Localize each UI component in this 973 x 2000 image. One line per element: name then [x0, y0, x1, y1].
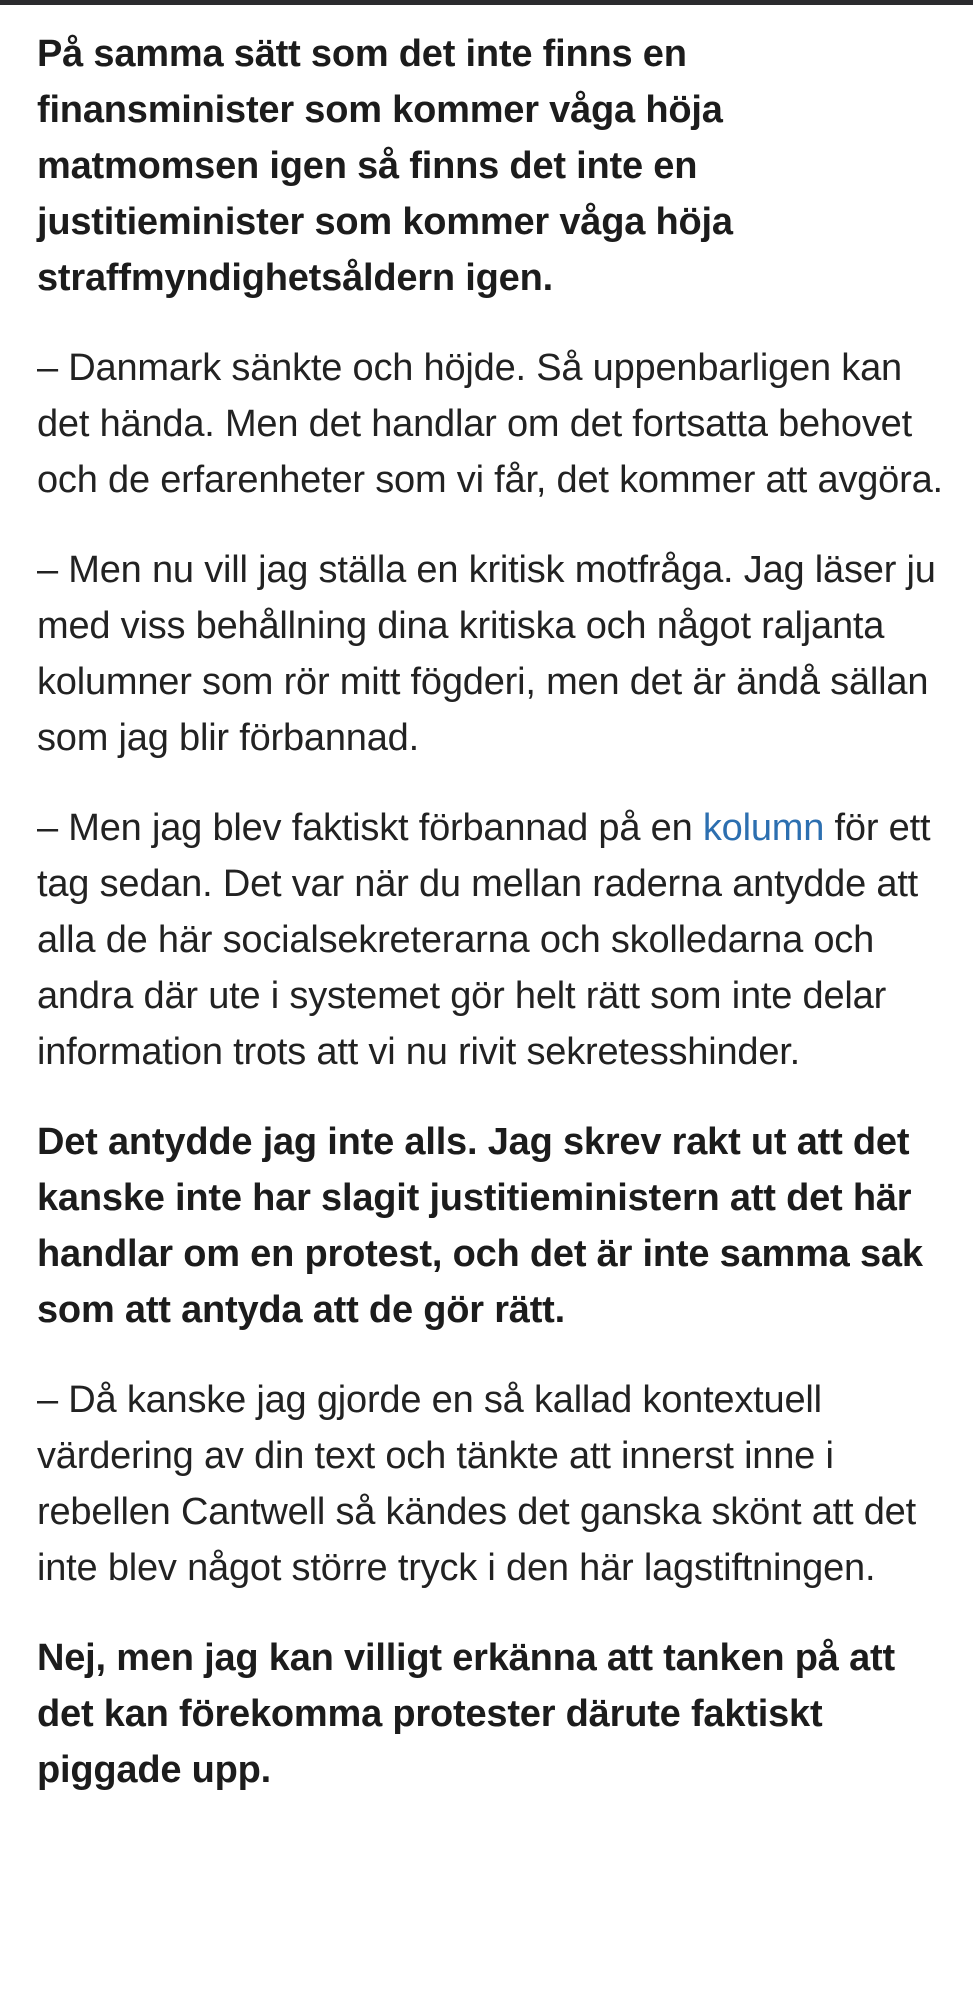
top-bar — [0, 0, 973, 5]
answer-text-after-link: för ett tag sedan. Det var när du mellan raderna antydde att alla de här socialsekreterarna och skolledarna och andra där ute i systemet gör helt rätt som inte delar information trots att vi nu rivit sekretesshinder. — [37, 807, 931, 1073]
interview-question: På samma sätt som det inte finns en finansminister som kommer våga höja matmomsen igen så finns det inte en justitieminister som kommer våga höja straffmyndighetsåldern igen. — [37, 33, 733, 299]
kolumn-link[interactable]: kolumn — [702, 807, 825, 849]
interview-answer: – Men nu vill jag ställa en kritisk motfråga. Jag läser ju med viss behållning dina kritiska och något raljanta kolumner som rör mitt fögderi, men det är ändå sällan som jag blir förbannad. — [37, 549, 936, 759]
interview-answer: – Danmark sänkte och höjde. Så uppenbarligen kan det hända. Men det handlar om det fortsatta behovet och de erfarenheter som vi får, det kommer att avgöra. — [37, 347, 943, 501]
answer-text-before-link: – Men jag blev faktiskt förbannad på en — [37, 807, 703, 849]
interview-question: Nej, men jag kan villigt erkänna att tanken på att det kan förekomma protester därute faktiskt piggade upp. — [37, 1637, 895, 1791]
article-body — [37, 26, 947, 1832]
interview-answer: – Då kanske jag gjorde en så kallad kontextuell värdering av din text och tänkte att innerst inne i rebellen Cantwell så kändes det ganska skönt att det inte blev något större tryck i den här lagstiftningen. — [37, 1379, 916, 1589]
interview-question: Det antydde jag inte alls. Jag skrev rakt ut att det kanske inte har slagit justitieministern att det här handlar om en protest, och det är inte samma sak som att antyda att de gör rätt. — [37, 1121, 923, 1331]
interview-answer-with-link — [37, 800, 947, 1080]
